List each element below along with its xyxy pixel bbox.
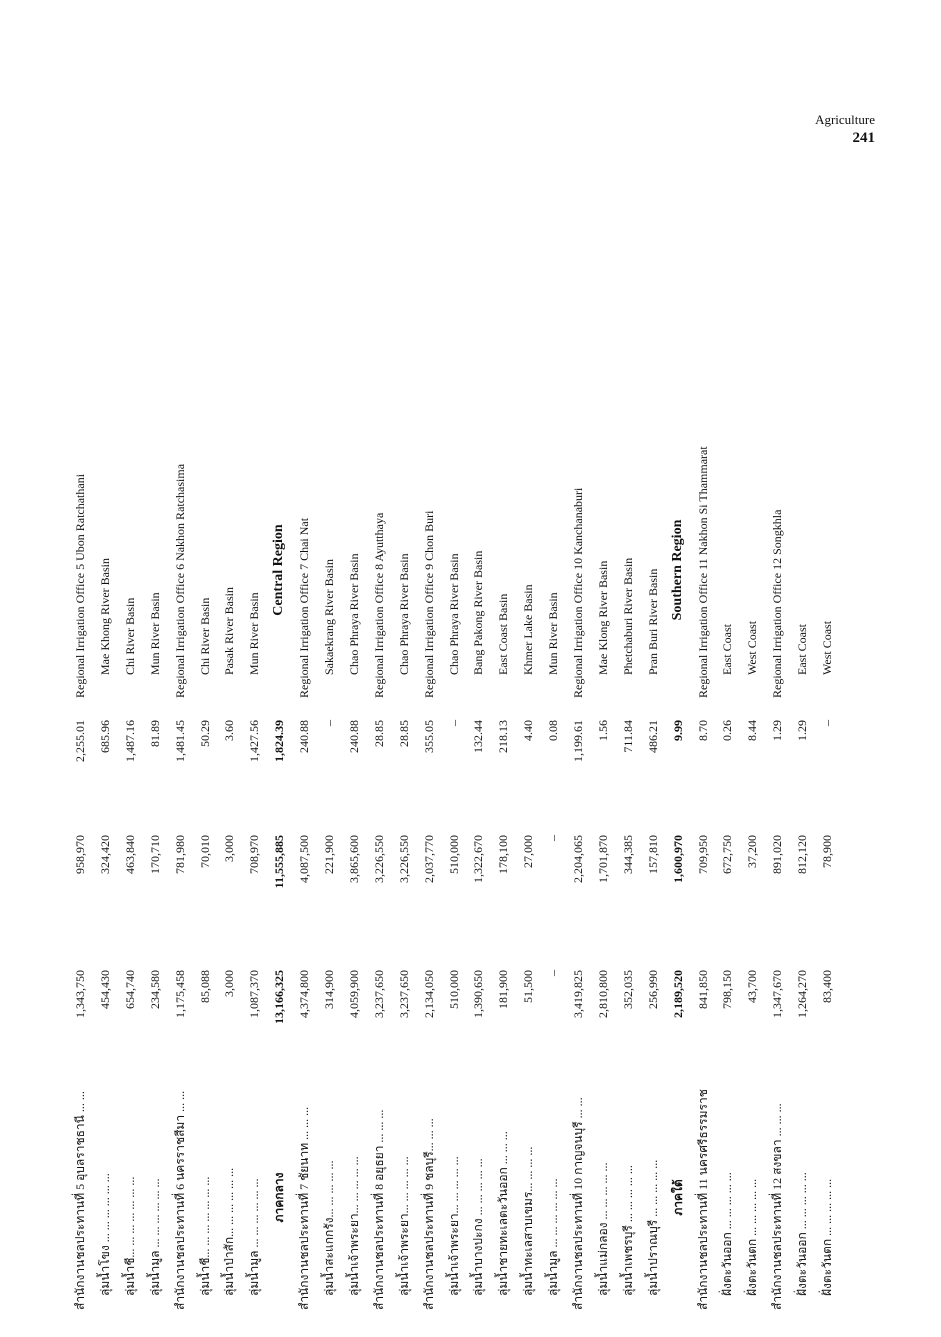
table-row	[693, 250, 713, 1310]
table-row	[145, 250, 165, 1310]
value-col-3: 50.29	[197, 720, 212, 747]
value-col-2: 891,020	[770, 835, 785, 874]
thai-label: ลุ่มน้ำทะเลสาบเขมร... ... ... ...	[521, 1146, 536, 1296]
value-col-1: 83,400	[820, 970, 834, 1003]
value-col-3: 1.29	[770, 720, 785, 741]
thai-label: สำนักงานชลประทานที่ 11 นครศรีธรรมราช	[695, 1089, 710, 1310]
value-col-3: 1,481.45	[172, 720, 187, 762]
value-col-3: 81.89	[147, 720, 162, 747]
value-col-2: 178,100	[496, 835, 511, 874]
value-col-1: 1,390,650	[471, 970, 486, 1018]
value-col-1: 1,087,370	[247, 970, 262, 1018]
english-label: Pran Buri River Basin	[645, 568, 660, 675]
english-label: West Coast	[820, 620, 834, 675]
english-label: Regional Irrigation Office 6 Nakhon Ratchasima	[172, 463, 187, 698]
english-label: Bang Pakong River Basin	[471, 550, 486, 675]
table-row	[394, 250, 414, 1310]
thai-label: สำนักงานชลประทานที่ 6 นครราชสีมา ... ...	[172, 1090, 187, 1310]
value-col-3: 28.85	[396, 720, 411, 747]
value-col-1: 841,850	[695, 970, 710, 1009]
thai-label: ลุ่มน้ำบางปะกง ... ... ... ... ...	[471, 1158, 486, 1296]
value-col-3: 132.44	[471, 720, 486, 753]
thai-label: ลุ่มน้ำป่าสัก... ... ... ... ... ...	[222, 1167, 237, 1296]
table-row	[219, 250, 239, 1310]
value-col-2: 3,865,600	[346, 835, 361, 883]
value-col-2: 812,120	[795, 835, 810, 874]
value-col-2: 3,226,550	[371, 835, 386, 883]
value-col-2: 344,385	[620, 835, 635, 874]
value-col-2: 672,750	[720, 835, 735, 874]
english-label: Mun River Basin	[247, 592, 262, 675]
value-col-1: 1,343,750	[73, 970, 87, 1018]
thai-label: ลุ่มน้ำชี... ... ... ... ... ... ...	[122, 1176, 137, 1296]
value-col-1: 256,990	[645, 970, 660, 1009]
table-row	[95, 250, 115, 1310]
thai-label: ลุ่มน้ำสะแกกรัง... ... ... ... ...	[322, 1160, 336, 1296]
value-col-2: 463,840	[122, 835, 137, 874]
english-label: Chao Phraya River Basin	[446, 553, 461, 675]
value-col-3: 9.99	[670, 720, 685, 741]
value-col-2: 510,000	[446, 835, 461, 874]
thai-label: สำนักงานชลประทานที่ 10 กาญจนบุรี ... ...	[571, 1097, 585, 1310]
table-row	[444, 250, 464, 1310]
value-col-3: 218.13	[496, 720, 511, 753]
value-col-1: 314,900	[322, 970, 336, 1009]
table-row	[170, 250, 190, 1310]
value-col-1: 1,264,270	[795, 970, 810, 1018]
thai-label: สำนักงานชลประทานที่ 7 ชัยนาท ... ... ...	[297, 1106, 312, 1310]
english-label: Southern Region	[669, 519, 685, 621]
value-col-1: 51,500	[521, 970, 536, 1003]
table-row	[643, 250, 663, 1310]
value-col-3: 4.40	[521, 720, 536, 741]
thai-label: ฝั่งตะวันออก ... ... ... ... ...	[795, 1172, 810, 1296]
thai-label: ลุ่มน้ำมูล ... ... ... ... ... ...	[247, 1178, 262, 1296]
value-col-2: 1,701,870	[595, 835, 610, 883]
english-label: Khmer Lake Basin	[521, 584, 536, 675]
english-label: Regional Irrigation Office 12 Songkhla	[770, 509, 785, 698]
value-col-2: –	[546, 835, 561, 841]
value-col-2: 781,980	[172, 835, 187, 874]
table-row	[767, 250, 787, 1310]
value-col-2: 958,970	[73, 835, 87, 874]
english-label: Regional Irrigation Office 5 Ubon Ratchathani	[73, 473, 87, 698]
value-col-1: 2,810,800	[595, 970, 610, 1018]
value-col-2: 1,600,970	[670, 835, 685, 883]
table-row	[319, 250, 339, 1310]
english-label: Regional Irrigation Office 9 Chon Buri	[421, 510, 436, 698]
thai-label: ลุ่มน้ำเจ้าพระยา... ... ... ... ...	[346, 1156, 361, 1296]
english-label: East Coast Basin	[496, 593, 511, 675]
rotated-statistics-table	[70, 250, 910, 1310]
value-col-2: 27,000	[521, 835, 536, 868]
thai-label: ลุ่มน้ำเพชรบุรี ... ... ... ... ...	[620, 1165, 635, 1296]
value-col-1: 798,150	[720, 970, 735, 1009]
table-row	[518, 250, 538, 1310]
page-number: 241	[852, 130, 875, 146]
region-row	[269, 250, 289, 1310]
thai-label: สำนักงานชลประทานที่ 8 อยุธยา ... ... ...	[371, 1109, 386, 1310]
table-row	[120, 250, 140, 1310]
value-col-2: 70,010	[197, 835, 212, 868]
english-label: Chao Phraya River Basin	[346, 553, 361, 675]
table-row	[593, 250, 613, 1310]
table-row	[493, 250, 513, 1310]
english-label: Regional Irrigation Office 7 Chai Nat	[297, 517, 312, 698]
value-col-2: 3,226,550	[396, 835, 411, 883]
table-row	[244, 250, 264, 1310]
thai-label: ฝั่งตะวันตก ... ... ... ... ...	[745, 1178, 760, 1296]
value-col-2: 4,087,500	[297, 835, 312, 883]
thai-label: ภาคใต้	[670, 1179, 685, 1216]
english-label: Central Region	[271, 524, 287, 616]
thai-label: ลุ่มน้ำโขง ... ... ... ... ... ...	[97, 1173, 112, 1296]
value-col-3: –	[820, 720, 834, 726]
value-col-2: 221,900	[322, 835, 336, 874]
value-col-1: 352,035	[620, 970, 635, 1009]
value-col-1: 1,175,458	[172, 970, 187, 1018]
value-col-2: 2,204,065	[571, 835, 585, 883]
value-col-2: 3,000	[222, 835, 237, 862]
value-col-1: 85,088	[197, 970, 212, 1003]
value-col-3: 240.88	[346, 720, 361, 753]
value-col-1: 234,580	[147, 970, 162, 1009]
value-col-3: 8.70	[695, 720, 710, 741]
value-col-1: 13,166,325	[272, 970, 287, 1024]
english-label: Chi River Basin	[122, 597, 137, 675]
value-col-3: 8.44	[745, 720, 760, 741]
value-col-3: 0.26	[720, 720, 735, 741]
value-col-2: 1,322,670	[471, 835, 486, 883]
section-title: Agriculture	[815, 112, 875, 127]
value-col-3: 1,199.61	[571, 720, 585, 762]
value-col-2: 37,200	[745, 835, 760, 868]
value-col-3: 1.56	[595, 720, 610, 741]
thai-label: ลุ่มน้ำแม่กลอง ... ... ... ... ...	[595, 1162, 610, 1296]
value-col-1: 4,374,800	[297, 970, 312, 1018]
thai-label: สำนักงานชลประทานที่ 9 ชลบุรี... ... ...	[421, 1118, 436, 1310]
thai-label: ลุ่มน้ำเจ้าพระยา... ... ... ... ...	[446, 1156, 461, 1296]
value-col-3: 240.88	[297, 720, 312, 753]
value-col-2: 170,710	[147, 835, 162, 874]
value-col-3: –	[446, 720, 461, 726]
value-col-1: –	[546, 970, 561, 976]
table-row	[294, 250, 314, 1310]
english-label: Mun River Basin	[147, 592, 162, 675]
table-row	[543, 250, 563, 1310]
english-label: East Coast	[795, 624, 810, 675]
value-col-1: 654,740	[122, 970, 137, 1009]
value-col-2: 2,037,770	[421, 835, 436, 883]
thai-label: ลุ่มน้ำชายทะเลตะวันออก ... ... ...	[496, 1131, 511, 1296]
value-col-3: –	[322, 720, 336, 726]
value-col-3: 1.29	[795, 720, 810, 741]
english-label: Chao Phraya River Basin	[396, 553, 411, 675]
table-row	[717, 250, 737, 1310]
value-col-3: 685.96	[97, 720, 112, 753]
value-col-3: 0.08	[546, 720, 561, 741]
english-label: West Coast	[745, 620, 760, 675]
value-col-1: 181,900	[496, 970, 511, 1009]
value-col-1: 3,419,825	[571, 970, 585, 1018]
value-col-2: 708,970	[247, 835, 262, 874]
value-col-3: 2,255.01	[73, 720, 87, 762]
english-label: Regional Irrigation Office 8 Ayutthaya	[371, 512, 386, 698]
table-row	[419, 250, 439, 1310]
english-label: Pasak River Basin	[222, 587, 237, 675]
thai-label: ฝั่งตะวันตก ... ... ... ... ...	[820, 1178, 834, 1296]
english-label: Phetchaburi River Basin	[620, 557, 635, 675]
thai-label: สำนักงานชลประทานที่ 12 สงขลา ... ... ...	[770, 1103, 785, 1310]
value-col-3: 711.84	[620, 720, 635, 753]
value-col-3: 355.05	[421, 720, 436, 753]
table-row	[742, 250, 762, 1310]
table-row	[70, 250, 90, 1310]
thai-label: ลุ่มน้ำชี... ... ... ... ... ... ...	[197, 1176, 212, 1296]
value-col-2: 157,810	[645, 835, 660, 874]
thai-label: ภาคกลาง	[272, 1172, 287, 1223]
table-row	[817, 250, 837, 1310]
table-row	[344, 250, 364, 1310]
english-label: Regional Irrigation Office 10 Kanchanaburi	[571, 487, 585, 698]
table-row	[618, 250, 638, 1310]
value-col-1: 510,000	[446, 970, 461, 1009]
thai-label: ลุ่มน้ำมูล ... ... ... ... ... ...	[546, 1178, 561, 1296]
table-row	[568, 250, 588, 1310]
english-label: Mae Klong River Basin	[595, 560, 610, 675]
thai-label: ฝั่งตะวันออก ... ... ... ... ...	[720, 1172, 735, 1296]
region-row	[668, 250, 688, 1310]
value-col-1: 43,700	[745, 970, 760, 1003]
value-col-3: 28.85	[371, 720, 386, 747]
page-header	[815, 112, 875, 147]
thai-label: ลุ่มน้ำเจ้าพระยา... ... ... ... ...	[396, 1156, 411, 1296]
value-col-3: 486.21	[645, 720, 660, 753]
thai-label: ลุ่มน้ำปราณบุรี ... ... ... ... ...	[645, 1159, 660, 1296]
english-label: Mun River Basin	[546, 592, 561, 675]
value-col-1: 3,237,650	[396, 970, 411, 1018]
english-label: Chi River Basin	[197, 597, 212, 675]
value-col-1: 3,237,650	[371, 970, 386, 1018]
table-row	[369, 250, 389, 1310]
value-col-2: 78,900	[820, 835, 834, 868]
value-col-1: 4,059,900	[346, 970, 361, 1018]
value-col-1: 3,000	[222, 970, 237, 997]
value-col-1: 454,430	[97, 970, 112, 1009]
table-row	[195, 250, 215, 1310]
english-label: Regional Irrigation Office 11 Nakhon Si Thammarat	[695, 446, 710, 698]
english-label: Mae Khong River Basin	[97, 558, 112, 675]
value-col-2: 324,420	[97, 835, 112, 874]
value-col-3: 3.60	[222, 720, 237, 741]
thai-label: สำนักงานชลประทานที่ 5 อุบลราชธานี ... ...	[73, 1091, 87, 1310]
value-col-1: 1,347,670	[770, 970, 785, 1018]
value-col-2: 709,950	[695, 835, 710, 874]
value-col-2: 11,555,885	[272, 835, 287, 889]
english-label: East Coast	[720, 624, 735, 675]
value-col-1: 2,189,520	[670, 970, 685, 1018]
thai-label: ลุ่มน้ำมูล ... ... ... ... ... ...	[147, 1178, 162, 1296]
value-col-3: 1,824.39	[272, 720, 287, 762]
table-row	[468, 250, 488, 1310]
value-col-1: 2,134,050	[421, 970, 436, 1018]
value-col-3: 1,427.56	[247, 720, 262, 762]
english-label: Sakaekrang River Basin	[322, 559, 336, 675]
table-row	[792, 250, 812, 1310]
value-col-3: 1,487.16	[122, 720, 137, 762]
